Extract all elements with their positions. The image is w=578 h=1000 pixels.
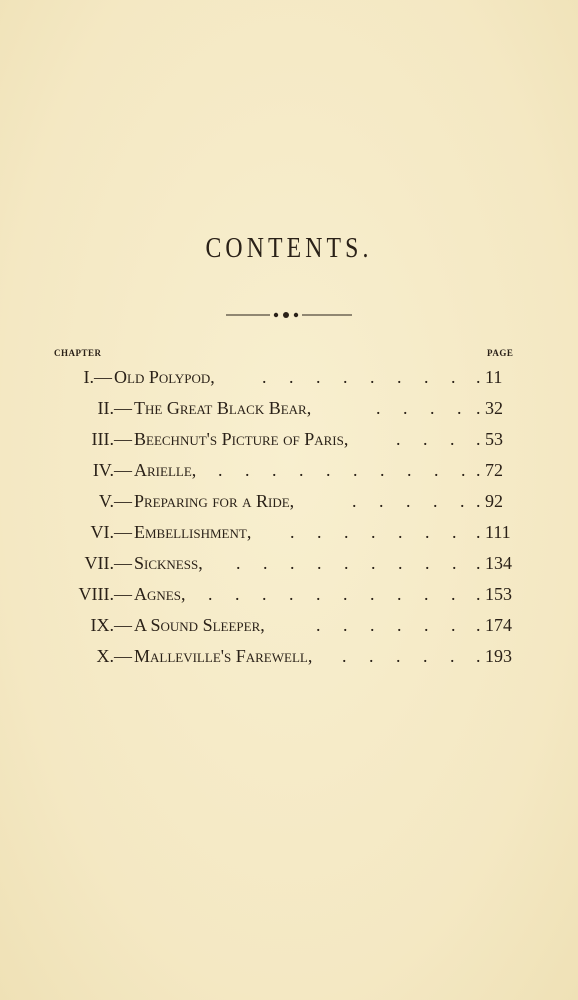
dot-leader: . . . . . bbox=[342, 646, 455, 666]
chapter-title: Arielle, bbox=[134, 460, 197, 480]
page-column-header: PAGE bbox=[487, 348, 514, 358]
toc-entry bbox=[0, 398, 578, 422]
dot-leader: . . . . . . . . . . bbox=[208, 584, 456, 604]
chapter-number: VII.— bbox=[84, 553, 132, 573]
chapter-title: A Sound Sleeper, bbox=[134, 615, 265, 635]
dot-leader: . . . . . . . . . bbox=[236, 553, 457, 573]
dot-leader: . . . . . . bbox=[316, 615, 456, 635]
chapter-number: IX.— bbox=[90, 615, 132, 635]
chapter-number: VI.— bbox=[90, 522, 132, 542]
toc-entry bbox=[0, 367, 578, 391]
dot-leader: . . . . . . . . . . bbox=[218, 460, 466, 480]
page-number: . 72 bbox=[476, 460, 503, 480]
chapter-number: IV.— bbox=[92, 460, 132, 480]
page-number: . 92 bbox=[476, 491, 503, 511]
toc-entry bbox=[0, 646, 578, 670]
dot-leader: . . . . . . . bbox=[290, 522, 457, 542]
page-number: . 193 bbox=[476, 646, 512, 666]
dot-leader: . . . bbox=[396, 429, 455, 449]
chapter-title: Old Polypod, bbox=[114, 367, 215, 387]
page-title: CONTENTS. bbox=[205, 232, 373, 264]
toc-entry bbox=[0, 522, 578, 546]
chapter-title: Embellishment, bbox=[134, 522, 252, 542]
chapter-title: Malleville's Farewell, bbox=[134, 646, 313, 666]
chapter-number: V.— bbox=[98, 491, 132, 511]
toc-entry bbox=[0, 491, 578, 515]
page-number: . 53 bbox=[476, 429, 503, 449]
toc-entry bbox=[0, 553, 578, 577]
chapter-number: II.— bbox=[97, 398, 132, 418]
chapter-number: I.— bbox=[83, 367, 112, 387]
page-number: . 32 bbox=[476, 398, 503, 418]
page-number: . 11 bbox=[476, 367, 503, 387]
chapter-column-header: CHAPTER bbox=[54, 348, 102, 358]
toc-entry bbox=[0, 460, 578, 484]
dot-leader: . . . . . . . . bbox=[262, 367, 456, 387]
chapter-title: Agnes, bbox=[134, 584, 186, 604]
dot-leader: . . . . . bbox=[352, 491, 465, 511]
chapter-title: The Great Black Bear, bbox=[134, 398, 312, 418]
page-number: . 111 bbox=[476, 522, 511, 542]
page-number: . 153 bbox=[476, 584, 512, 604]
toc-entry bbox=[0, 429, 578, 453]
toc-entry bbox=[0, 615, 578, 639]
chapter-number: III.— bbox=[91, 429, 132, 449]
toc-entry bbox=[0, 584, 578, 608]
chapter-title: Beechnut's Picture of Paris, bbox=[134, 429, 349, 449]
chapter-title: Sickness, bbox=[134, 553, 203, 573]
dot-leader: . . . . bbox=[376, 398, 462, 418]
page-number: . 134 bbox=[476, 553, 512, 573]
chapter-number: X.— bbox=[96, 646, 132, 666]
ornament-divider bbox=[226, 308, 352, 322]
page-number: . 174 bbox=[476, 615, 512, 635]
chapter-title: Preparing for a Ride, bbox=[134, 491, 295, 511]
chapter-number: VIII.— bbox=[78, 584, 132, 604]
